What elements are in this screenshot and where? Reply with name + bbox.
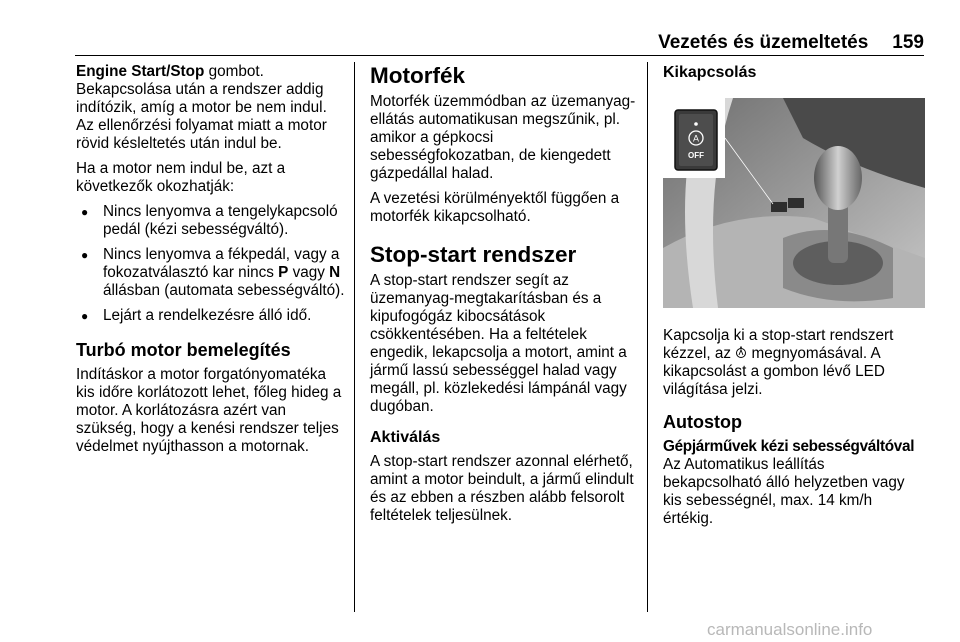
stop-start-button-illustration — [663, 98, 925, 308]
heading-stop-start: Stop-start rendszer — [370, 242, 577, 267]
stop-start-paragraph: A stop-start rendszer segít az üzemanyag-megtakarításban és a kipufogógáz kibocsátások csökkentésében. Ha a feltételek engedik, lekapcsolja a motort, amint a jármű lassú sebességgel halad vagy megáll, pl. közlekedési lámpánál vagy dugóban. — [370, 272, 627, 415]
autostop-paragraph: Az Automatikus leállítás bekapcsolható álló helyzetben vagy kis sebességnél, max. 14 km/h értékig. — [663, 456, 905, 527]
page-number: 159 — [892, 32, 924, 53]
heading-motorfek: Motorfék — [370, 63, 465, 88]
svg-text:A: A — [692, 133, 700, 144]
page-header — [75, 32, 924, 56]
kikapcsolas-paragraph: Kapcsolja ki a stop-start rendszert kézzel, az megnyomásával. A kikapcsolást a gombon lévő LED világítása jelzi. — [663, 327, 894, 398]
watermark: carmanualsonline.info — [707, 620, 873, 639]
page-title: Vezetés és üzemeltetés — [658, 32, 869, 53]
heading-aktivalas: Aktiválás — [370, 429, 441, 446]
header-rule — [75, 55, 924, 56]
motorfek-paragraph-1: Motorfék üzemmódban az üzemanyag-ellátás automatikusan megszűnik, pl. amikor a gépkocsi sebességfokozatban, de kiengedett gázpedállal halad. — [370, 93, 636, 182]
causes-intro: Ha a motor nem indul be, azt a következők okozhatják: — [76, 160, 286, 195]
heading-autostop: Autostop — [663, 412, 742, 432]
column-divider-1 — [354, 62, 355, 612]
turbo-paragraph: Indításkor a motor forgatónyomatéka kis időre korlátozott lehet, főleg hideg a motor. A korlátozásra azért van szükség, hogy a kenési rendszer teljes védelmet nyújthasson a motornak. — [76, 366, 342, 455]
list-item: ● Nincs lenyomva a fékpedál, vagy a fokozatválasztó kar nincs P vagy N állásban (automata sebességváltó). — [76, 246, 346, 300]
heading-turbo: Turbó motor bemelegítés — [76, 340, 291, 360]
heading-kikapcsolas: Kikapcsolás — [663, 64, 757, 81]
motorfek-paragraph-2: A vezetési körülményektől függően a motorfék kikapcsolható. — [370, 190, 620, 225]
heading-manual-transmission: Gépjárművek kézi sebességváltóval — [663, 438, 915, 455]
column-divider-2 — [647, 62, 648, 612]
column-2 — [370, 63, 640, 532]
aktivalas-paragraph: A stop-start rendszer azonnal elérhető, amint a motor beindult, a jármű elindult és az ebben a részben alább felsorolt feltételek teljesülnek. — [370, 453, 634, 524]
list-item: ● Nincs lenyomva a tengelykapcsoló pedál (kézi sebességváltó). — [76, 203, 346, 239]
button-off-label: OFF — [688, 151, 704, 160]
column-1 — [76, 63, 346, 463]
auto-stop-button-icon — [735, 346, 747, 360]
list-item: ● Lejárt a rendelkezésre álló idő. — [76, 307, 346, 325]
causes-list — [76, 203, 346, 325]
column-3 — [663, 63, 925, 535]
intro-paragraph: Engine Start/Stop gombot. Bekapcsolása után a rendszer addig indítózik, amíg a motor be nem indul. Az ellenőrzési folyamat miatt a motor rövid késleltetés után indul be. — [76, 63, 327, 152]
engine-start-stop-term: Engine Start/Stop — [76, 63, 205, 80]
